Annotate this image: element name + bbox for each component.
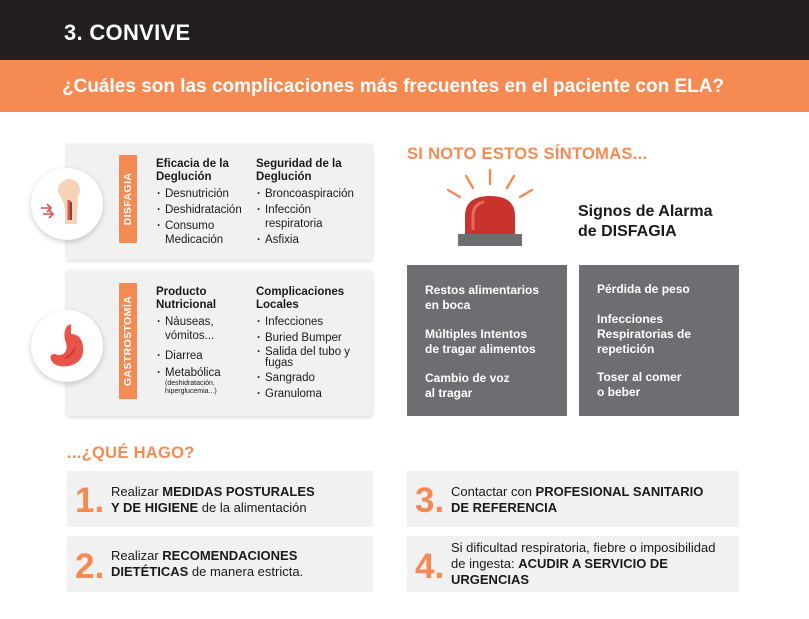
producto-heading-l1: Producto <box>156 286 207 298</box>
action-2-number: 2. <box>75 547 105 586</box>
symptom-toser <box>597 370 681 400</box>
symptom-peso <box>597 282 690 297</box>
action-2 <box>67 536 373 592</box>
list-item: · Deshidratación <box>156 203 252 217</box>
list-item: · Broncoaspiración <box>256 187 368 201</box>
eficacia-heading-l2: Deglución <box>156 171 212 183</box>
action-text-bold: MEDIDAS POSTURALES <box>162 484 315 499</box>
action-4-number: 4. <box>415 547 445 586</box>
symptom-restos <box>425 283 539 313</box>
list-item: · Diarrea <box>156 349 252 363</box>
metabolica-label: Metabólica <box>165 367 221 379</box>
stomach-icon <box>31 310 103 382</box>
producto-heading-l2: Nutricional <box>156 299 217 311</box>
action-text-part: de manera estricta. <box>188 564 304 579</box>
action-text-part: Realizar <box>111 484 163 499</box>
question-banner <box>0 60 809 112</box>
complicaciones-heading-l1: Complicaciones <box>256 286 345 298</box>
gastrostomia-col-complicaciones <box>256 286 368 403</box>
throat-icon <box>31 168 103 240</box>
question-text: ¿Cuáles son las complicaciones más frecuentes en el paciente con ELA? <box>62 76 725 97</box>
action-3-text <box>451 484 703 516</box>
disfagia-col-eficacia <box>156 158 252 249</box>
symptom-infecciones <box>597 312 691 357</box>
que-hago-title: ...¿QUÉ HAGO? <box>67 444 195 462</box>
action-text-part: Contactar con <box>451 484 536 499</box>
action-text-bold: DE REFERENCIA <box>451 500 558 515</box>
symptom-line: Cambio de voz <box>425 371 510 385</box>
symptom-line: Respiratorias de <box>597 327 692 341</box>
gastrostomia-col-producto <box>156 286 252 398</box>
action-text-bold: ACUDIR A SERVICIO DE <box>518 556 668 571</box>
symptom-line: o beber <box>597 385 641 399</box>
action-2-text <box>111 548 303 580</box>
symptom-line: Pérdida de peso <box>597 282 690 296</box>
action-text-part: de la alimentación <box>198 500 307 515</box>
symptom-line: Múltiples Intentos <box>425 327 527 341</box>
action-3-number: 3. <box>415 481 445 520</box>
symptom-line: Restos alimentarios <box>425 283 540 297</box>
symptom-line: en boca <box>425 298 471 312</box>
alarm-siren-icon <box>440 168 540 252</box>
seguridad-heading-l1: Seguridad de la <box>256 158 342 170</box>
list-item: · Buried Bumper <box>256 331 368 345</box>
action-text-bold: DIETÉTICAS <box>111 564 189 579</box>
list-item: · Sangrado <box>256 371 368 385</box>
section-title: 3. CONVIVE <box>64 20 191 45</box>
sintomas-title: SI NOTO ESTOS SÍNTOMAS... <box>407 145 648 163</box>
complicaciones-heading-l2: Locales <box>256 299 299 311</box>
action-1-number: 1. <box>75 481 105 520</box>
action-text-part: Realizar <box>111 548 163 563</box>
action-text-part: de ingesta: <box>451 556 519 571</box>
symptom-line: repetición <box>597 342 655 356</box>
list-item: · Infecciones <box>256 315 368 329</box>
action-4-text <box>451 540 715 588</box>
action-text-bold: RECOMENDACIONES <box>162 548 298 563</box>
list-item: · Infección respiratoria <box>256 203 340 231</box>
eficacia-heading-l1: Eficacia de la <box>156 158 229 170</box>
action-1-text <box>111 484 315 516</box>
action-3 <box>407 471 739 527</box>
gastrostomia-tab-label: GASTROSTOMÍA <box>122 295 134 387</box>
action-4 <box>407 536 739 592</box>
seguridad-heading <box>256 158 368 184</box>
symptom-line: al tragar <box>425 386 473 400</box>
list-item: · Asfixia <box>256 233 368 247</box>
gastrostomia-tab <box>119 283 137 399</box>
symptom-intentos <box>425 327 536 357</box>
throat-icon-circle <box>31 168 103 240</box>
symptoms-box-right <box>579 265 739 416</box>
action-text-bold: PROFESIONAL SANITARIO <box>535 484 704 499</box>
symptoms-box-left <box>407 265 567 416</box>
action-1 <box>67 471 373 527</box>
list-item: · Salida del tubo y fugas <box>256 347 355 369</box>
alarm-signs-title <box>578 202 713 242</box>
alarm-signs-l1: Signos de Alarma <box>578 203 713 220</box>
list-item: · Desnutrición <box>156 187 252 201</box>
eficacia-heading <box>156 158 252 184</box>
complicaciones-heading <box>256 286 368 312</box>
list-item: · Náuseas, vómitos... <box>156 315 227 343</box>
disfagia-tab-label: DISFAGIA <box>122 172 134 226</box>
list-item <box>156 366 252 396</box>
stomach-icon-circle <box>31 310 103 382</box>
action-text-bold: Y DE HIGIENE <box>111 500 199 515</box>
action-text-part: Si dificultad respiratoria, fiebre o imposibilidad <box>451 540 716 555</box>
seguridad-heading-l2: Deglución <box>256 171 312 183</box>
alarm-signs-l2: de DISFAGIA <box>578 223 677 240</box>
list-item: · Consumo Medicación <box>156 219 240 247</box>
symptom-line: de tragar alimentos <box>425 342 536 356</box>
action-text-bold: URGENCIAS <box>451 572 530 587</box>
disfagia-tab <box>119 155 137 243</box>
producto-heading <box>156 286 252 312</box>
symptom-line: Toser al comer <box>597 370 682 384</box>
section-header <box>0 0 809 60</box>
metabolica-note: (deshidratación, hiperglucemia...) <box>165 380 217 395</box>
disfagia-col-seguridad <box>256 158 368 249</box>
symptom-voz <box>425 371 510 401</box>
symptom-line: Infecciones <box>597 312 664 326</box>
list-item: · Granuloma <box>256 387 368 401</box>
